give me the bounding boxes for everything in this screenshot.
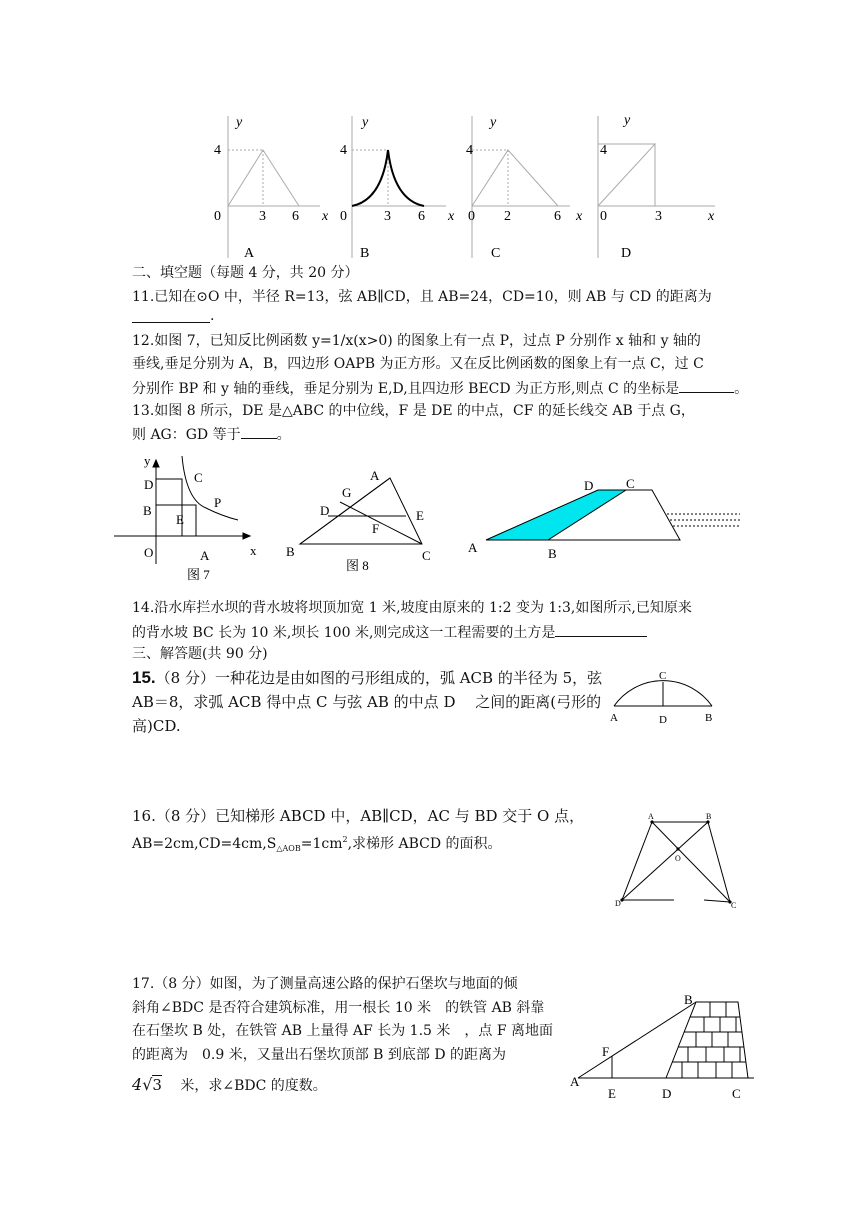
svg-text:4: 4 <box>466 143 473 158</box>
q16-line1: 16.（8 分）已知梯形 ABCD 中，AB∥CD，AC 与 BD 交于 O 点， <box>132 807 585 825</box>
svg-text:0: 0 <box>468 209 475 224</box>
svg-text:E: E <box>416 508 424 523</box>
q11-answer-blank <box>132 311 210 323</box>
q13-line2: 则 AG：GD 等于 。 <box>132 424 291 445</box>
q14-answer-blank <box>555 622 647 637</box>
svg-text:3: 3 <box>259 209 266 224</box>
svg-text:C: C <box>422 548 431 563</box>
svg-text:E: E <box>176 512 184 527</box>
svg-text:x: x <box>322 209 329 224</box>
q13-answer-blank <box>241 424 277 439</box>
option-a-label: A <box>244 246 255 261</box>
svg-text:6: 6 <box>292 209 299 224</box>
svg-text:F: F <box>602 1044 610 1059</box>
q14-line2: 的背水坡 BC 长为 10 米,坝长 100 米,则完成这一工程需要的土方是 <box>132 622 647 643</box>
svg-text:C: C <box>731 901 737 910</box>
q17-figure <box>568 990 758 1100</box>
q16-line2: $AB=2cm,CD=4cm,S_{\triangle AOB}=1cm^2$,求梯形 ABCD 的面积。 <box>132 835 502 853</box>
q12-line2: 垂线,垂足分别为 A，B，四边形 OAPB 为正方形。又在反比例函数的图象上有一点 C，过 C <box>132 356 704 372</box>
svg-text:3: 3 <box>384 209 391 224</box>
svg-text:G: G <box>342 485 352 500</box>
svg-text:y: y <box>490 115 497 130</box>
svg-text:O: O <box>144 545 154 560</box>
graph-a-y: y <box>236 115 243 130</box>
svg-text:y: y <box>362 115 369 130</box>
svg-text:0: 0 <box>600 209 607 224</box>
svg-text:4: 4 <box>340 143 347 158</box>
svg-text:x: x <box>708 209 715 224</box>
svg-text:0: 0 <box>214 209 221 224</box>
svg-text:图 8: 图 8 <box>346 558 369 572</box>
q12-answer-blank <box>679 378 734 393</box>
svg-text:D: D <box>615 899 621 908</box>
svg-text:4: 4 <box>214 143 221 158</box>
q16-figure <box>612 810 742 914</box>
svg-text:B: B <box>548 546 557 561</box>
q13-line1: 13.如图 8 所示，DE 是△ABC 的中位线，F 是 DE 的中点，CF 的延长线交 AB 于点 G， <box>132 403 695 419</box>
svg-text:y: y <box>624 113 631 128</box>
q15-line2: AB＝8，求弧 ACB 得中点 C 与弦 AB 的中点 D 之间的距离(弓形的 <box>132 693 602 711</box>
svg-text:D: D <box>320 503 330 518</box>
q15-line3: 高)CD. <box>132 717 181 735</box>
svg-text:D: D <box>144 477 154 492</box>
q12-line3: 分别作 BP 和 y 轴的垂线，垂足分别为 E,D,且四边形 BECD 为正方形,则点 C 的坐标是 。 <box>132 378 748 399</box>
svg-text:A: A <box>468 540 478 555</box>
svg-text:D: D <box>659 714 667 726</box>
svg-text:C: C <box>732 1086 741 1100</box>
svg-text:x: x <box>576 209 583 224</box>
svg-text:6: 6 <box>554 209 561 224</box>
svg-text:A: A <box>570 1074 580 1089</box>
svg-text:0: 0 <box>340 209 347 224</box>
svg-text:D: D <box>584 478 594 493</box>
svg-text:x: x <box>448 209 455 224</box>
q14-line1: 14.沿水库拦水坝的背水坡将坝顶加宽 1 米,坡度由原来的 1:2 变为 1:3,如图所示,已知原来 <box>132 600 692 616</box>
q17-line2: 斜角∠BDC 是否符合建筑标准，用一根长 10 米 的铁管 AB 斜靠 <box>132 1000 545 1016</box>
svg-text:E: E <box>608 1086 616 1100</box>
svg-text:C: C <box>659 670 667 682</box>
svg-text:A: A <box>610 712 618 724</box>
svg-text:x: x <box>250 543 257 558</box>
svg-text:P: P <box>214 495 222 510</box>
svg-text:B: B <box>286 544 295 559</box>
svg-text:F: F <box>372 521 380 536</box>
dam-figure <box>464 474 744 564</box>
svg-text:B: B <box>706 812 712 821</box>
svg-text:2: 2 <box>504 209 511 224</box>
svg-text:A: A <box>648 812 654 821</box>
q17-line4: 的距离为 0.9 米，又量出石堡坎顶部 B 到底部 D 的距离为 <box>132 1047 507 1063</box>
q17-line3: 在石堡坎 B 处，在铁管 AB 上量得 AF 长为 1.5 米 ，点 F 离地面 <box>132 1023 553 1039</box>
svg-text:C: C <box>194 470 203 485</box>
svg-text:y: y <box>144 453 151 468</box>
svg-text:D: D <box>662 1086 672 1100</box>
q17-line1: 17.（8 分）如图，为了测量高速公路的保护石堡坎与地面的倾 <box>132 976 518 992</box>
option-c-label: C <box>491 246 501 261</box>
svg-text:O: O <box>675 854 681 863</box>
section2-heading: 二、填空题（每题 4 分，共 20 分） <box>132 265 359 281</box>
option-graphs <box>200 108 740 263</box>
svg-text:6: 6 <box>418 209 425 224</box>
q15-figure <box>608 668 724 728</box>
section3-heading: 三、解答题(共 90 分) <box>132 646 268 662</box>
svg-text:B: B <box>705 712 713 724</box>
svg-text:C: C <box>626 476 635 491</box>
q17-line5: 4√3 米，求∠BDC 的度数。 <box>132 1075 327 1094</box>
svg-text:A: A <box>200 548 210 563</box>
q15-line1: 15.（8 分）一种花边是由如图的弓形组成的，弧 ACB 的半径为 5，弦 <box>132 668 603 687</box>
svg-text:B: B <box>143 503 152 518</box>
svg-text:B: B <box>684 992 693 1007</box>
option-d-label: D <box>621 246 632 261</box>
figure-8 <box>280 462 440 572</box>
q12-line1: 12.如图 7，已知反比例函数 y=1/x(x>0) 的图象上有一点 P，过点 P 分别作 x 轴和 y 轴的 <box>132 333 701 349</box>
q11-text: 11.已知在⊙O 中，半径 R=13，弦 AB∥CD，且 AB=24，CD=10，则 AB 与 CD 的距离为 <box>132 289 712 305</box>
option-b-label: B <box>360 246 370 261</box>
svg-text:4: 4 <box>600 143 607 158</box>
svg-text:A: A <box>370 468 380 483</box>
svg-text:图 7: 图 7 <box>187 567 210 582</box>
figure-7 <box>112 452 262 584</box>
svg-text:3: 3 <box>655 209 662 224</box>
